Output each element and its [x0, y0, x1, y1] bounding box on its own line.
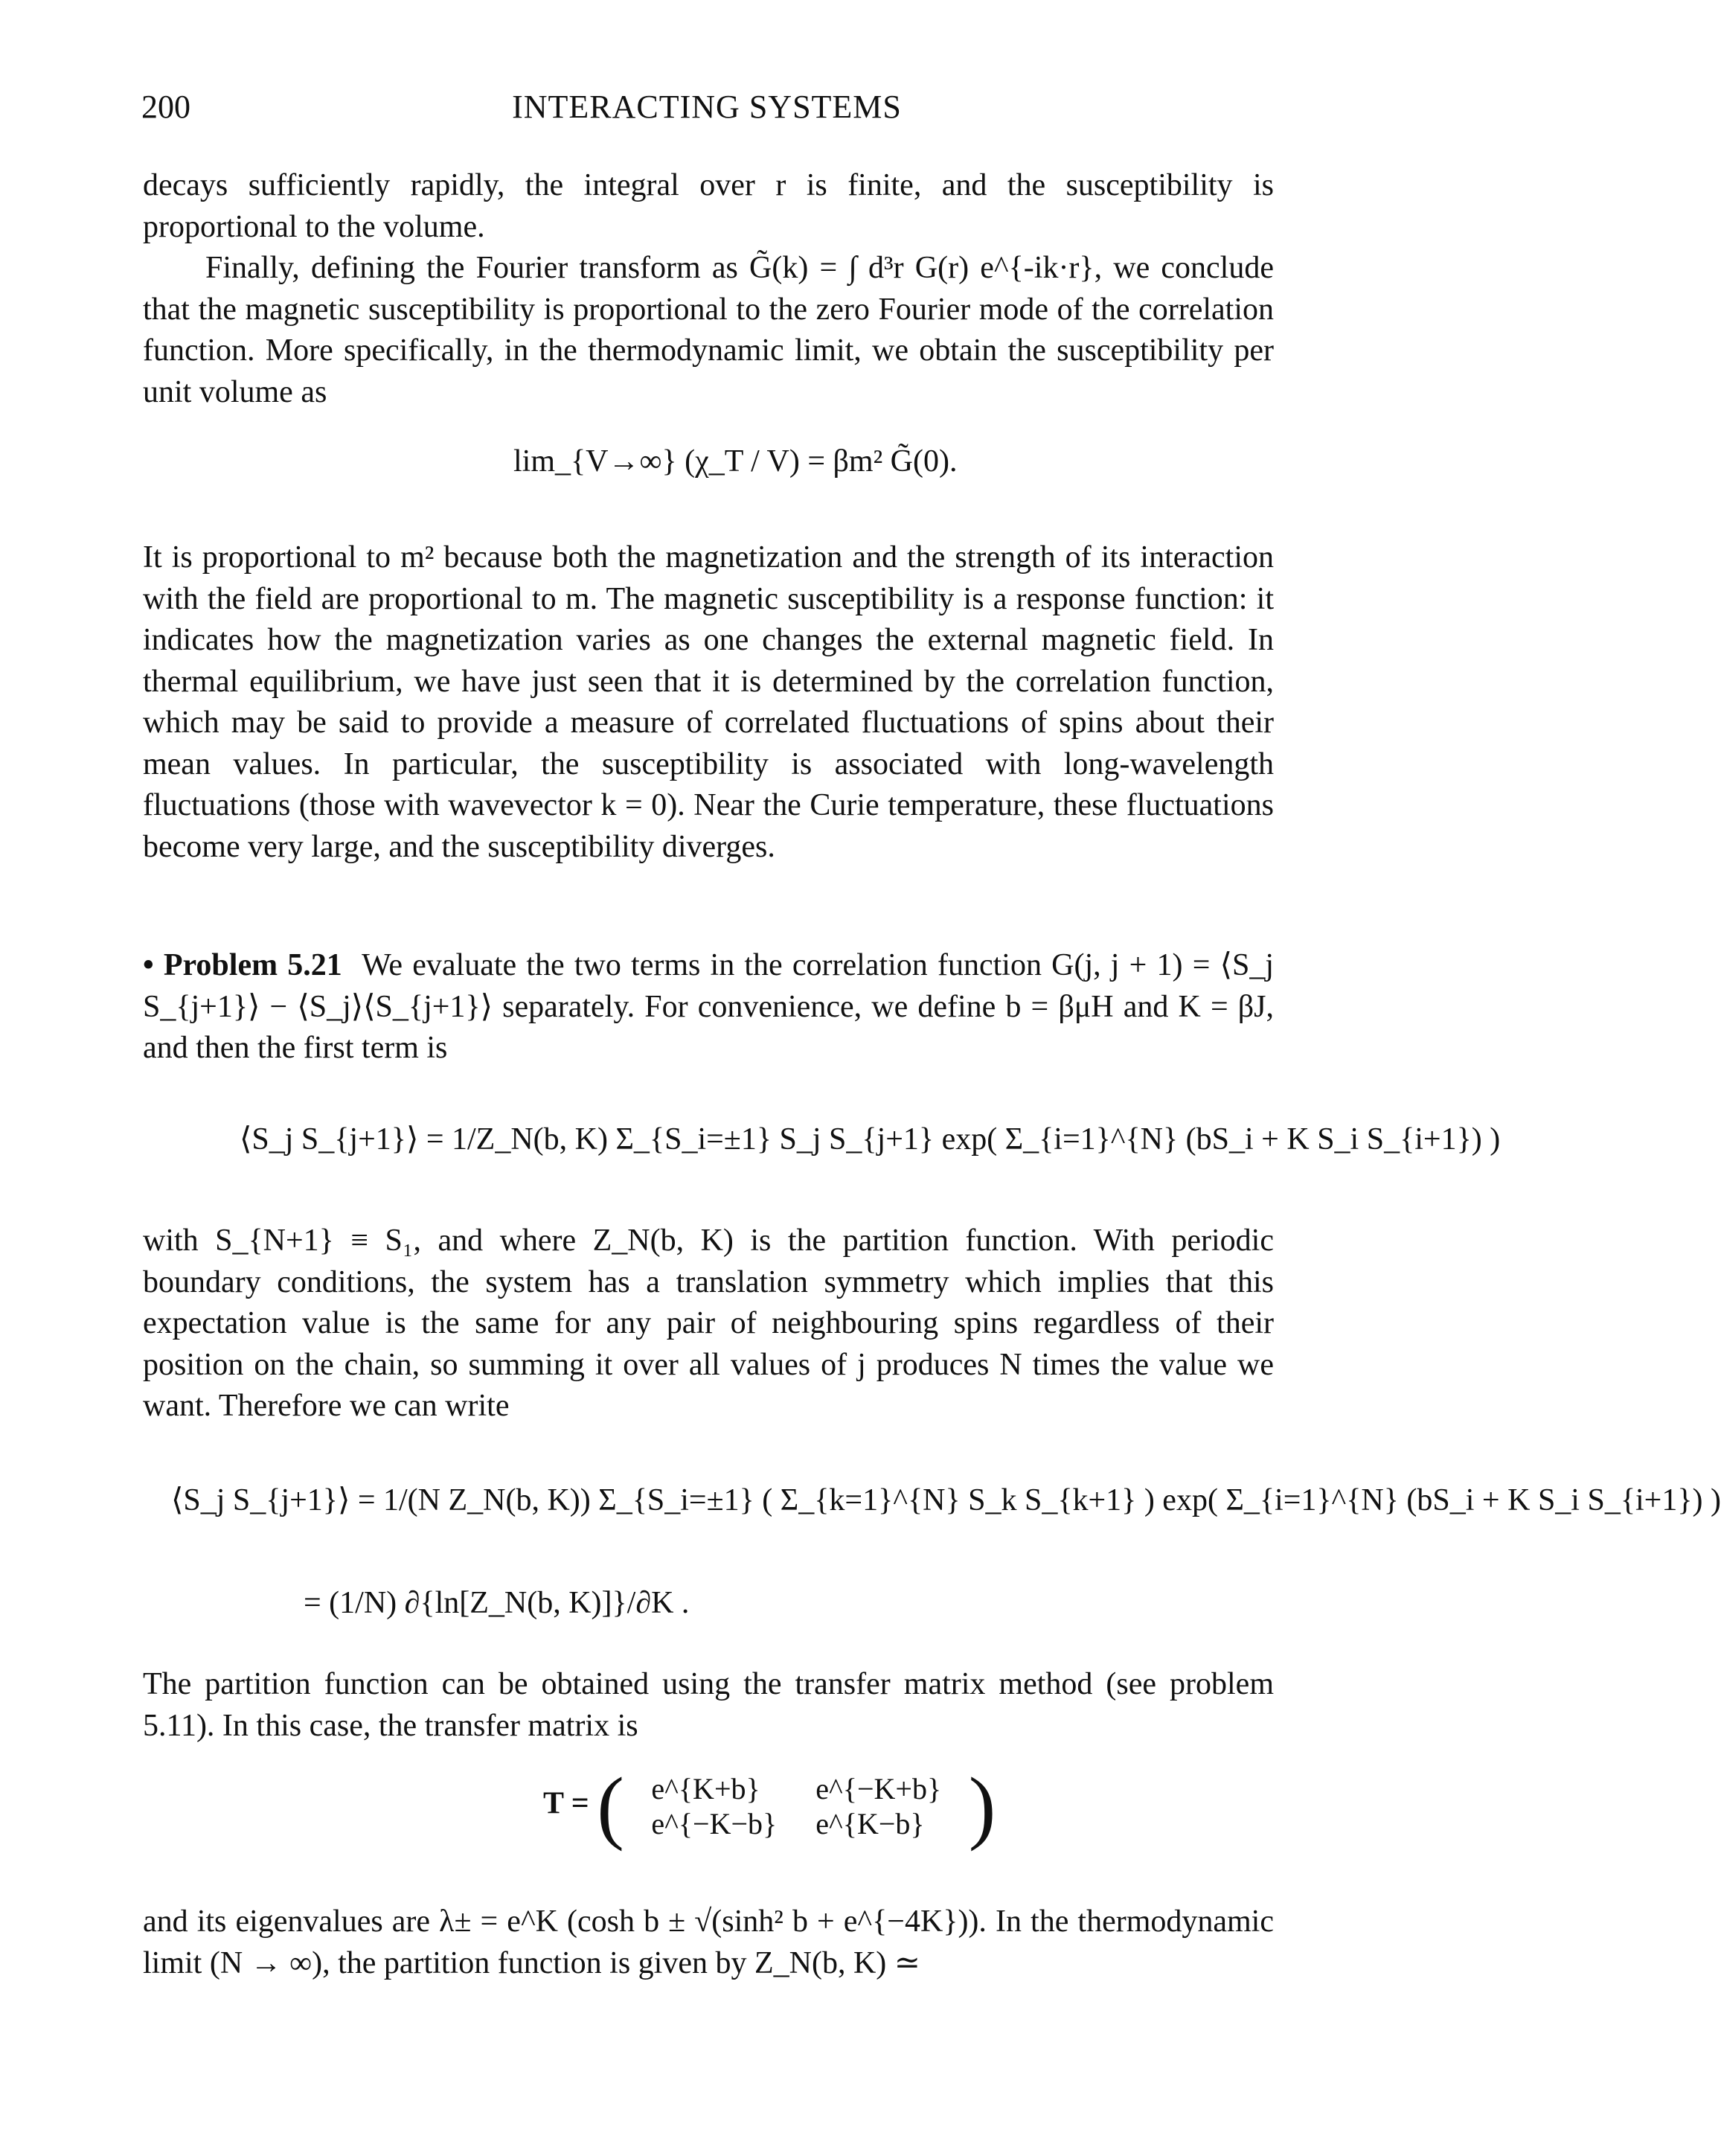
paragraph-2: Finally, defining the Fourier transform as G̃(k) = ∫ d³r G(r) e^{-ik·r}, we conclude that the magnetic susceptibility is proportional to the zero Fourier mode of the correlation function. More specifically, in the thermodynamic limit, we obtain the susceptibility per unit volume as	[143, 251, 1274, 409]
equation-log-derivative	[304, 1585, 689, 1621]
text-block-4	[143, 1664, 1274, 1747]
paragraph-4: We evaluate the two terms in the correlation function G(j, j + 1) = ⟨S_j S_{j+1}⟩ − ⟨S_j⟩⟨S_{j+1}⟩ separately. For convenience, we define b = βμH and K = βJ, and then the first term is	[143, 948, 1274, 1065]
text-block-3	[143, 1221, 1274, 1427]
equation-first-term	[240, 1120, 1500, 1157]
page-number: 200	[141, 89, 190, 125]
running-head: INTERACTING SYSTEMS	[512, 89, 902, 125]
transfer-matrix: T = ( e^{K+b} e^{−K+b} e^{−K−b} e^{K−b} )	[543, 1761, 996, 1852]
equation-text: = (1/N) ∂{ln[Z_N(b, K)]}/∂K .	[304, 1586, 690, 1620]
paragraph-7: and its eigenvalues are λ± = e^K (cosh b ± √(sinh² b + e^{−4K})). In the thermodynamic limit (N → ∞), the partition function is given by Z_N(b, K) ≃	[143, 1904, 1274, 1980]
text-block-5	[143, 1901, 1274, 1984]
paragraph-3: It is proportional to m² because both the magnetization and the strength of its interaction with the field are proportional to m. The magnetic susceptibility is a response function: it indicates how the magnetization varies as one changes the external magnetic field. In thermal equilibrium, we have just seen that it is determined by the correlation function, which may be said to provide a measure of correlated fluctuations of spins about their mean values. In particular, the susceptibility is associated with long-wavelength fluctuations (those with wavevector k = 0). Near the Curie temperature, these fluctuations become very large, and the susceptibility diverges.	[143, 540, 1274, 864]
page-header	[141, 88, 1272, 132]
matrix-cell: e^{−K+b}	[815, 1772, 942, 1805]
matrix-cell: e^{K−b}	[815, 1807, 925, 1840]
problem-block	[143, 945, 1274, 1069]
equation-text: ⟨S_j S_{j+1}⟩ = 1/(N Z_N(b, K)) Σ_{S_i=±1} ( Σ_{k=1}^{N} S_k S_{k+1} ) exp( Σ_{i=1}^{N} (bS_i + K S_i S_{i+1}) )	[171, 1483, 1721, 1517]
matrix-lhs: T =	[543, 1786, 589, 1821]
equation-susceptibility-limit	[513, 444, 957, 479]
matrix-cell: e^{K+b}	[651, 1772, 760, 1805]
equation-text: ⟨S_j S_{j+1}⟩ = 1/Z_N(b, K) Σ_{S_i=±1} S_j S_{j+1} exp( Σ_{i=1}^{N} (bS_i + K S_i S_{i+1}) )	[240, 1122, 1501, 1157]
problem-label: • Problem 5.21	[143, 948, 342, 982]
text-block-2	[143, 537, 1274, 868]
paragraph-6: The partition function can be obtained using the transfer matrix method (see problem 5.11). In this case, the transfer matrix is	[143, 1667, 1274, 1743]
text-block-1	[143, 165, 1274, 413]
equation-text: lim_{V→∞} (χ_T / V) = βm² G̃(0).	[513, 444, 958, 479]
matrix-cell: e^{−K−b}	[651, 1807, 778, 1840]
equation-sum-over-j	[171, 1481, 1721, 1518]
paragraph-5: with S_{N+1} ≡ S₁, and where Z_N(b, K) is the partition function. With periodic boundary conditions, the system has a translation symmetry which implies that this expectation value is the same for any pair of neighbouring spins regardless of their position on the chain, so summing it over all values of j produces N times the value we want. Therefore we can write	[143, 1223, 1274, 1423]
paragraph-1: decays sufficiently rapidly, the integral over r is finite, and the susceptibility is proportional to the volume.	[143, 168, 1274, 244]
